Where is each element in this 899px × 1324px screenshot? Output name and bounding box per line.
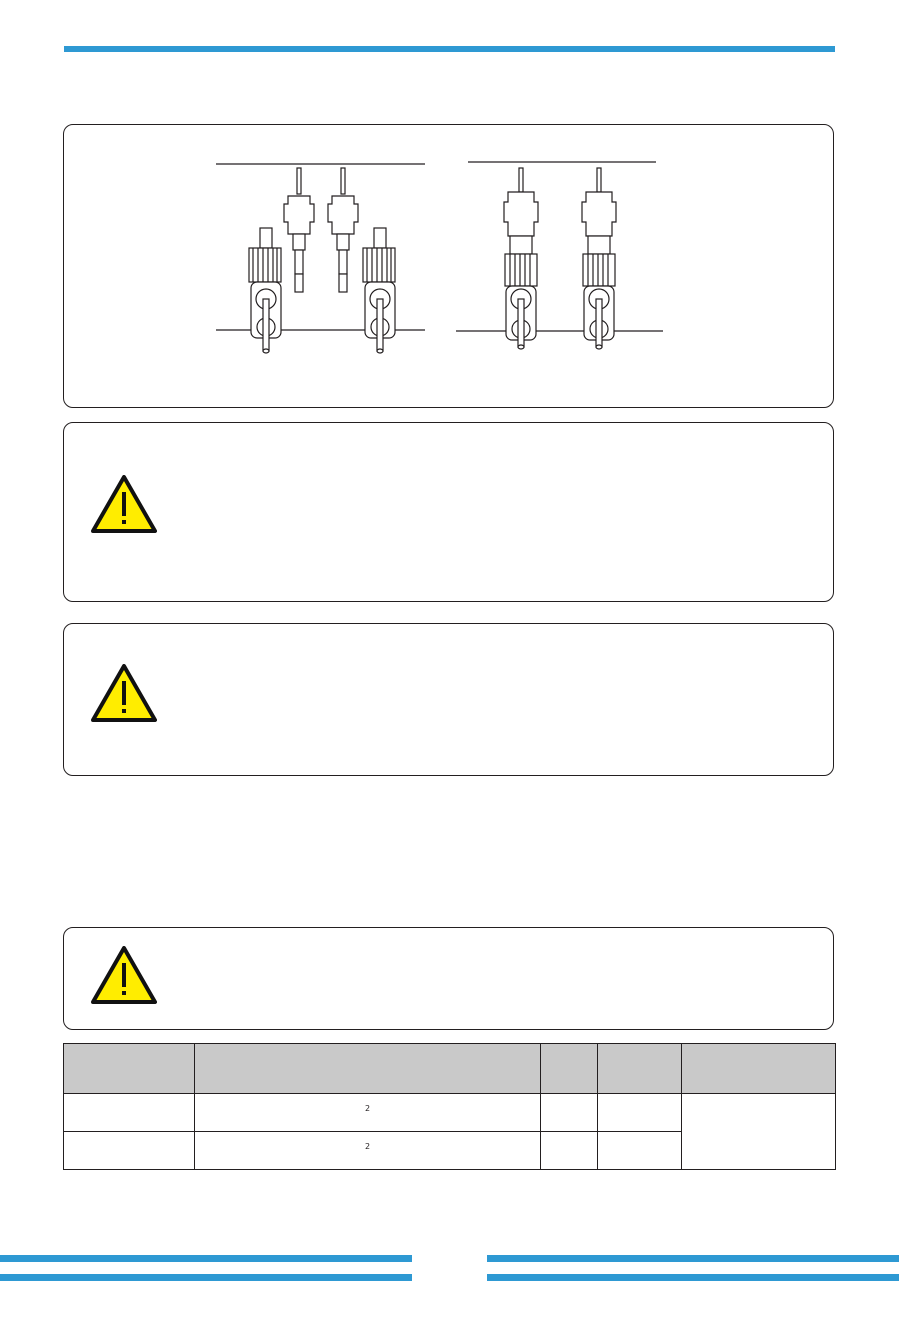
footer-bar-right-top [487, 1255, 899, 1262]
table-header-cell [64, 1044, 195, 1094]
table-cell [195, 1094, 541, 1132]
connector-figure-box [63, 124, 834, 408]
footer-bar-right-bottom [487, 1274, 899, 1281]
table-cell [541, 1094, 598, 1132]
table-cell [195, 1132, 541, 1170]
superscript: 2 [364, 1104, 371, 1113]
table-header-cell [598, 1044, 682, 1094]
table-merged-cell [682, 1094, 836, 1170]
table-cell [541, 1132, 598, 1170]
table-cell [64, 1132, 195, 1170]
male-connector-icon [284, 168, 314, 292]
female-connector-icon [249, 228, 281, 353]
table-header-cell [195, 1044, 541, 1094]
table-row [64, 1094, 836, 1132]
superscript: 2 [364, 1142, 371, 1151]
table-header-cell [682, 1044, 836, 1094]
table-cell [598, 1094, 682, 1132]
spec-table [63, 1043, 836, 1170]
footer-bar-left-top [0, 1255, 412, 1262]
warning-box [63, 422, 834, 602]
table-cell [598, 1132, 682, 1170]
header-bar [64, 46, 835, 52]
female-connector-icon [363, 228, 395, 353]
male-connector-icon [328, 168, 358, 292]
warning-triangle-icon [91, 664, 157, 722]
connector-illustration [63, 124, 834, 408]
warning-box [63, 927, 834, 1030]
mated-connector-icon [582, 168, 616, 349]
table-header-row [64, 1044, 836, 1094]
warning-triangle-icon [91, 946, 157, 1004]
warning-triangle-icon [91, 475, 157, 533]
warning-box [63, 623, 834, 776]
table-cell [64, 1094, 195, 1132]
table-header-cell [541, 1044, 598, 1094]
footer-bar-left-bottom [0, 1274, 412, 1281]
mated-connector-icon [504, 168, 538, 349]
